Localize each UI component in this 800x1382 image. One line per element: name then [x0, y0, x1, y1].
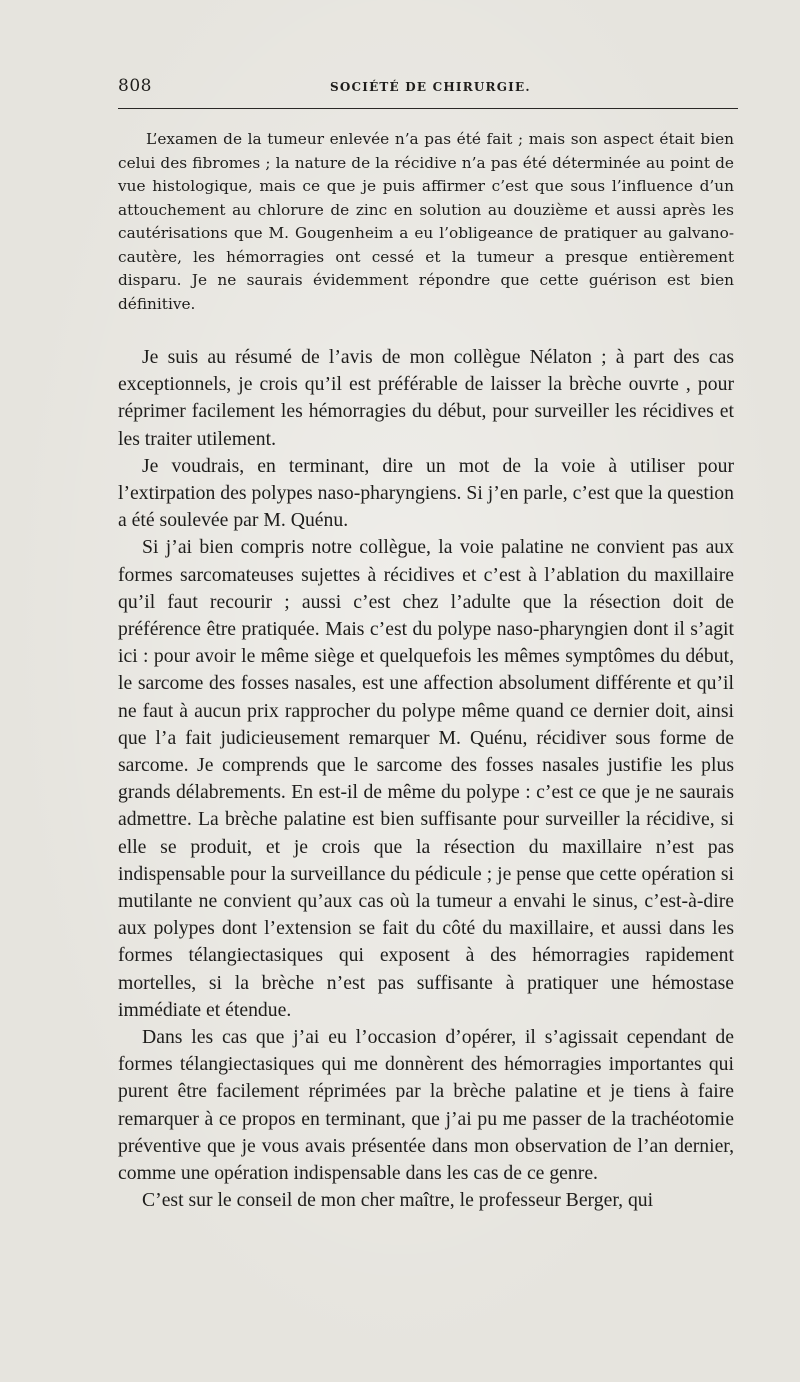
small-print-paragraph: L’examen de la tumeur enlevée n’a pas été fait ; mais son aspect était bien celui des fibromes ; la nature de la récidive n’a pas été déterminée au point de vue histologique, mais ce que je puis affirmer c’est que sous l’influence d’un attouchement au chlorure de zinc en solution au douzième et aussi après les cautérisations que M. Gougenheim a eu l’obligeance de pratiquer au galvano-cautère, les hémorragies ont cessé et la tumeur a presque entièrement disparu. Je ne saurais évidemment répondre que cette guérison est bien définitive. — [118, 130, 734, 313]
header-rule — [118, 108, 738, 109]
page-number: 808 — [118, 76, 152, 96]
page-header — [118, 76, 738, 100]
paragraph-1: Je suis au résumé de l’avis de mon collègue Nélaton ; à part des cas exceptionnels, je crois qu’il est préférable de laisser la brèche ouvrte , pour réprimer facilement les hémorragies du début, pour surveiller les récidives et les traiter utilement. — [118, 346, 734, 450]
paragraph-2: Je voudrais, en terminant, dire un mot de la voie à utiliser pour l’extirpation des polypes naso-pharyngiens. Si j’en parle, c’est que la question a été soulevée par M. Quénu. — [118, 454, 734, 532]
main-text — [118, 344, 734, 1215]
paragraph-4: Dans les cas que j’ai eu l’occasion d’opérer, il s’agissait cependant de formes télangiectasiques qui me donnèrent des hémorragies importantes qui purent être facilement réprimées par la brèche palatine et je tiens à faire remarquer à ce propos en terminant, que j’ai pu me passer de la trachéotomie préventive que je vous avais présentée dans mon observation de l’an dernier, comme une opération indispensable dans les cas de ce genre. — [118, 1026, 734, 1185]
running-head: SOCIÉTÉ DE CHIRURGIE. — [330, 80, 531, 94]
paragraph-5: C’est sur le conseil de mon cher maître, le professeur Berger, qui — [142, 1189, 654, 1212]
paragraph-3: Si j’ai bien compris notre collègue, la voie palatine ne convient pas aux formes sarcomateuses sujettes à récidives et c’est à l’ablation du maxillaire qu’il faut recourir ; aussi c’est chez l’adulte que la résection doit de préférence être pratiquée. Mais c’est du polype naso-pharyngien dont il s’agit ici : pour avoir le même siège et quelquefois les mêmes symptômes du début, le sarcome des fosses nasales, est une affection absolument différente et qu’il ne faut à aucun prix rapprocher du polype même quand ce dernier doit, ainsi que l’a fait judicieusement remarquer M. Quénu, récidiver sous forme de sarcome. Je comprends que le sarcome des fosses nasales justifie les plus grands délabrements. En est-il de même du polype : c’est ce que je ne saurais admettre. La brèche palatine est bien suffisante pour surveiller la récidive, si elle se produit, et je crois que la résection du maxillaire n’est pas indispensable pour la surveillance du pédicule ; je pense que cette opération si mutilante ne convient qu’aux cas où la tumeur a envahi le sinus, c’est-à-dire aux polypes dont l’extension se fait du côté du maxillaire, et aussi dans les formes télangiectasiques qui exposent à des hémorragies rapidement mortelles, si la brèche n’est pas suffisante à pratiquer une hémostase immédiate et étendue. — [118, 536, 734, 1021]
